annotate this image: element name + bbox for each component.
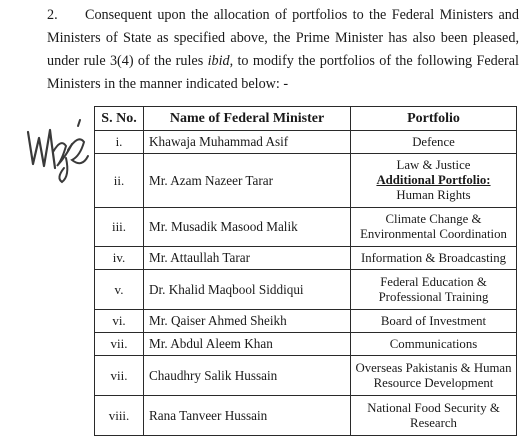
row-minister-name: Mr. Musadik Masood Malik [144, 208, 351, 247]
row-portfolio [351, 208, 517, 247]
table-row [95, 310, 517, 333]
portfolio-line: Board of Investment [380, 313, 487, 328]
portfolio-line: Defence [412, 134, 455, 149]
paragraph-text-part-1: Consequent upon the allocation of portfolios to the Federal Ministers and Ministers of State as specified above, the Prime Minister has also been pleased, under rule 3(4) of the rules [47, 7, 519, 69]
row-minister-name: Mr. Abdul Aleem Khan [144, 333, 351, 356]
portfolio-line: Resource Development [373, 375, 494, 390]
row-minister-name: Chaudhry Salik Hussain [144, 356, 351, 396]
portfolio-line: Overseas Pakistanis & Human [355, 360, 512, 375]
row-minister-name: Mr. Qaiser Ahmed Sheikh [144, 310, 351, 333]
paragraph-text-part-2: , to modify the portfolios of the following Federal Ministers in the manner indicated below: - [47, 53, 520, 92]
row-sno: i. [95, 131, 144, 154]
table-row [95, 333, 517, 356]
header-sno: S. No. [95, 107, 144, 131]
additional-portfolio-value: Human Rights [396, 188, 471, 202]
row-sno: vi. [95, 310, 144, 333]
table-row [95, 270, 517, 310]
handwritten-signature [22, 116, 94, 186]
row-minister-name: Mr. Azam Nazeer Tarar [144, 154, 351, 208]
portfolio-line: Research [410, 415, 457, 430]
intro-paragraph [47, 4, 519, 96]
table-row [95, 356, 517, 396]
row-sno: v. [95, 270, 144, 310]
portfolio-line: Information & Broadcasting [361, 250, 506, 265]
table-header-row [95, 107, 517, 131]
header-name: Name of Federal Minister [144, 107, 351, 131]
row-portfolio [351, 333, 517, 356]
table-row [95, 208, 517, 247]
row-portfolio [351, 247, 517, 270]
row-sno: vii. [95, 333, 144, 356]
row-sno: iv. [95, 247, 144, 270]
row-minister-name: Dr. Khalid Maqbool Siddiqui [144, 270, 351, 310]
row-minister-name: Mr. Attaullah Tarar [144, 247, 351, 270]
row-sno: iii. [95, 208, 144, 247]
row-minister-name: Rana Tanveer Hussain [144, 396, 351, 436]
table-row [95, 396, 517, 436]
row-portfolio [351, 154, 517, 208]
portfolio-line: Professional Training [378, 289, 489, 304]
row-portfolio [351, 310, 517, 333]
portfolio-line: Environmental Coordination [360, 227, 507, 241]
paragraph-italic-ibid: ibid [207, 53, 230, 69]
row-portfolio [351, 356, 517, 396]
portfolio-line: Federal Education & [380, 274, 487, 289]
paragraph-number: 2. [47, 7, 58, 23]
table-row [95, 131, 517, 154]
row-sno: ii. [95, 154, 144, 208]
portfolio-line: Communications [389, 336, 478, 351]
portfolio-line: Law & Justice [396, 158, 471, 172]
additional-portfolio-label: Additional Portfolio: [376, 173, 491, 187]
row-sno: viii. [95, 396, 144, 436]
row-portfolio [351, 396, 517, 436]
portfolio-line: Climate Change & [385, 212, 482, 226]
row-minister-name: Khawaja Muhammad Asif [144, 131, 351, 154]
header-portfolio: Portfolio [351, 107, 517, 131]
row-sno: vii. [95, 356, 144, 396]
portfolio-line: National Food Security & [367, 400, 500, 415]
portfolio-table-container [94, 106, 516, 436]
table-row [95, 247, 517, 270]
portfolio-table [94, 106, 517, 436]
table-row [95, 154, 517, 208]
row-portfolio [351, 270, 517, 310]
row-portfolio [351, 131, 517, 154]
